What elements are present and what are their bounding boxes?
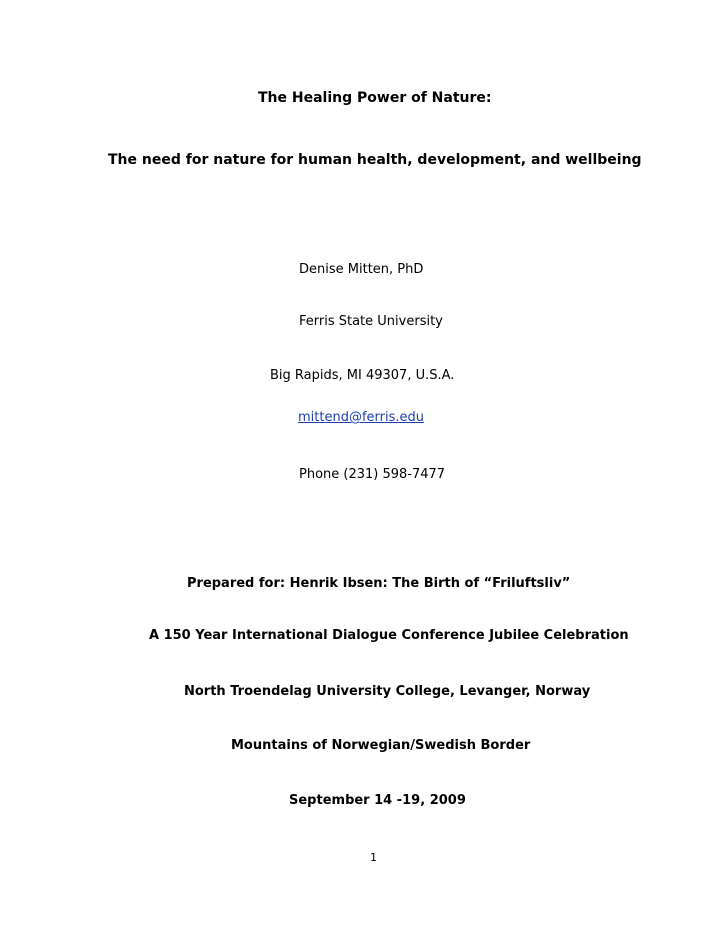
conference-host: North Troendelag University College, Levanger, Norway <box>184 684 591 699</box>
author-institution: Ferris State University <box>299 314 443 329</box>
page-number: 1 <box>370 851 377 864</box>
document-subtitle: The need for nature for human health, development, and wellbeing <box>108 152 642 168</box>
conference-event: A 150 Year International Dialogue Conference Jubilee Celebration <box>149 628 629 643</box>
conference-dates: September 14 -19, 2009 <box>289 793 466 808</box>
author-email-link[interactable]: mittend@ferris.edu <box>298 410 425 425</box>
author-name: Denise Mitten, PhD <box>299 262 424 277</box>
author-address: Big Rapids, MI 49307, U.S.A. <box>270 368 455 383</box>
prepared-for: Prepared for: Henrik Ibsen: The Birth of “Friluftsliv” <box>187 576 571 591</box>
conference-location: Mountains of Norwegian/Swedish Border <box>231 738 531 753</box>
document-title: The Healing Power of Nature: <box>258 90 492 106</box>
author-phone: Phone (231) 598-7477 <box>299 467 446 482</box>
